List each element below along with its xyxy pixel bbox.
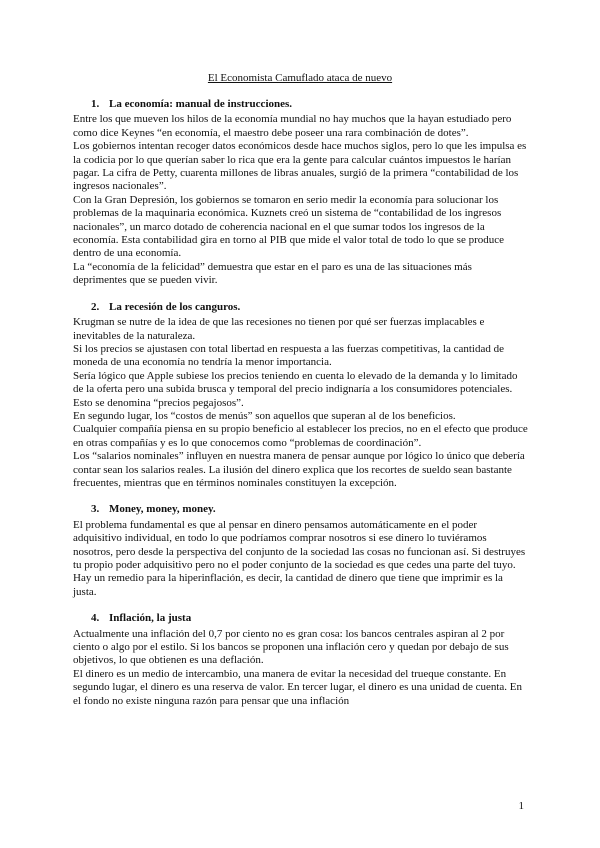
section-heading: [91, 98, 528, 111]
section-3: [73, 503, 528, 599]
section-4: [73, 612, 528, 708]
section-2: [73, 301, 528, 491]
section-title: Money, money, money.: [109, 503, 216, 516]
paragraph: Krugman se nutre de la idea de que las recesiones no tienen por qué ser fuerzas implacables e inevitables de la naturaleza.: [73, 316, 485, 342]
section-heading: [91, 301, 528, 314]
document-title: El Economista Camuflado ataca de nuevo: [207, 72, 393, 84]
section-heading: [91, 503, 528, 516]
section-title: Inflación, la justa: [109, 612, 192, 625]
paragraph: En segundo lugar, los “costos de menús” son aquellos que superan al de los beneficios.: [73, 409, 456, 422]
section-number: 1.: [91, 98, 100, 110]
paragraph: Los “salarios nominales” influyen en nuestra manera de pensar aunque por lógico lo único que debería contar sean los salarios reales. La ilusión del dinero explica que los recortes de sueldo sean bastante frecuentes, mientras que en términos nominales constituyen la excepción.: [73, 450, 525, 489]
paragraph: Actualmente una inflación del 0,7 por ciento no es gran cosa: los bancos centrales aspiran al 2 por ciento o algo por el estilo. Si los bancos se proponen una inflación cero y quedan por debajo de sus objetivos, lo que obtienen es una deflación.: [73, 627, 509, 667]
paragraph: La “economía de la felicidad” demuestra que estar en el paro es una de las situaciones más deprimentes que se pueden vivir.: [73, 260, 472, 287]
paragraph: Con la Gran Depresión, los gobiernos se tomaron en serio medir la economía para solucionar los problemas de la maquinaria económica. Kuznets creó un sistema de “contabilidad de los ingresos nacionales”, un marco dotado de coherencia nacional en el que sumar todos los ingresos de la economía. Esta contabilidad gira en torno al PIB que mide el valor total de todo lo que se produce dentro de una economía.: [73, 193, 505, 260]
section-number: 2.: [91, 300, 100, 313]
paragraph: El dinero es un medio de intercambio, una manera de evitar la necesidad del trueque constante. En segundo lugar, el dinero es una reserva de valor. En tercer lugar, el dinero es una unidad de cuenta. En el fondo no existe ninguna razón para pensar que una inflación: [73, 667, 523, 707]
document-body: [73, 98, 528, 721]
paragraph: Hay un remedio para la hiperinflación, es decir, la cantidad de dinero que tiene que imprimir es la justa.: [73, 572, 503, 598]
paragraph: El problema fundamental es que al pensar en dinero pensamos automáticamente en el poder adquisitivo individual, en todo lo que podríamos comprar nosotros si ese dinero lo tuviéramos nosotros, pero desde la perspectiva del conjunto de la sociedad las cosas no funcionan así. Si destruyes tu propio poder adquisitivo pero no el poder conjunto de la sociedad es que cedes una parte del tuyo.: [73, 518, 526, 571]
paragraph: Entre los que mueven los hilos de la economía mundial no hay muchos que la hayan estudiado pero como dice Keynes “en economía, el maestro debe poseer una rara combinación de dotes”.: [73, 113, 512, 139]
paragraph: Si los precios se ajustasen con total libertad en respuesta a las fuerzas competitivas, la cantidad de moneda de una economía no tendría la menor importancia.: [73, 342, 504, 369]
paragraph: Sería lógico que Apple subiese los precios teniendo en cuenta lo elevado de la demanda y lo limitado de la oferta pero una subida brusca y temporal del precio indignaría a los consumidores potenciales. Esto se denomina “precios pegajosos”.: [73, 369, 518, 409]
paragraph: Los gobiernos intentan recoger datos económicos desde hace muchos siglos, pero lo que les impulsa es la codicia por lo que querían saber lo rica que era la gente para calcular cuántos impuestos le harían pagar. La cifra de Petty, cuarenta millones de libras anuales, surgió de la primera “contabilidad de los ingresos nacionales”.: [73, 140, 527, 193]
section-title: La economía: manual de instrucciones.: [109, 98, 293, 110]
section-number: 4.: [91, 612, 100, 625]
paragraph: Cualquier compañía piensa en su propio beneficio al establecer los precios, no en el efecto que produce en otras compañías y es lo que conocemos como “problemas de coordinación”.: [73, 423, 528, 449]
section-heading: [91, 612, 528, 625]
section-number: 3.: [91, 503, 100, 516]
page-number: 1: [518, 800, 524, 812]
section-1: [73, 98, 528, 288]
section-title: La recesión de los canguros.: [109, 300, 241, 313]
